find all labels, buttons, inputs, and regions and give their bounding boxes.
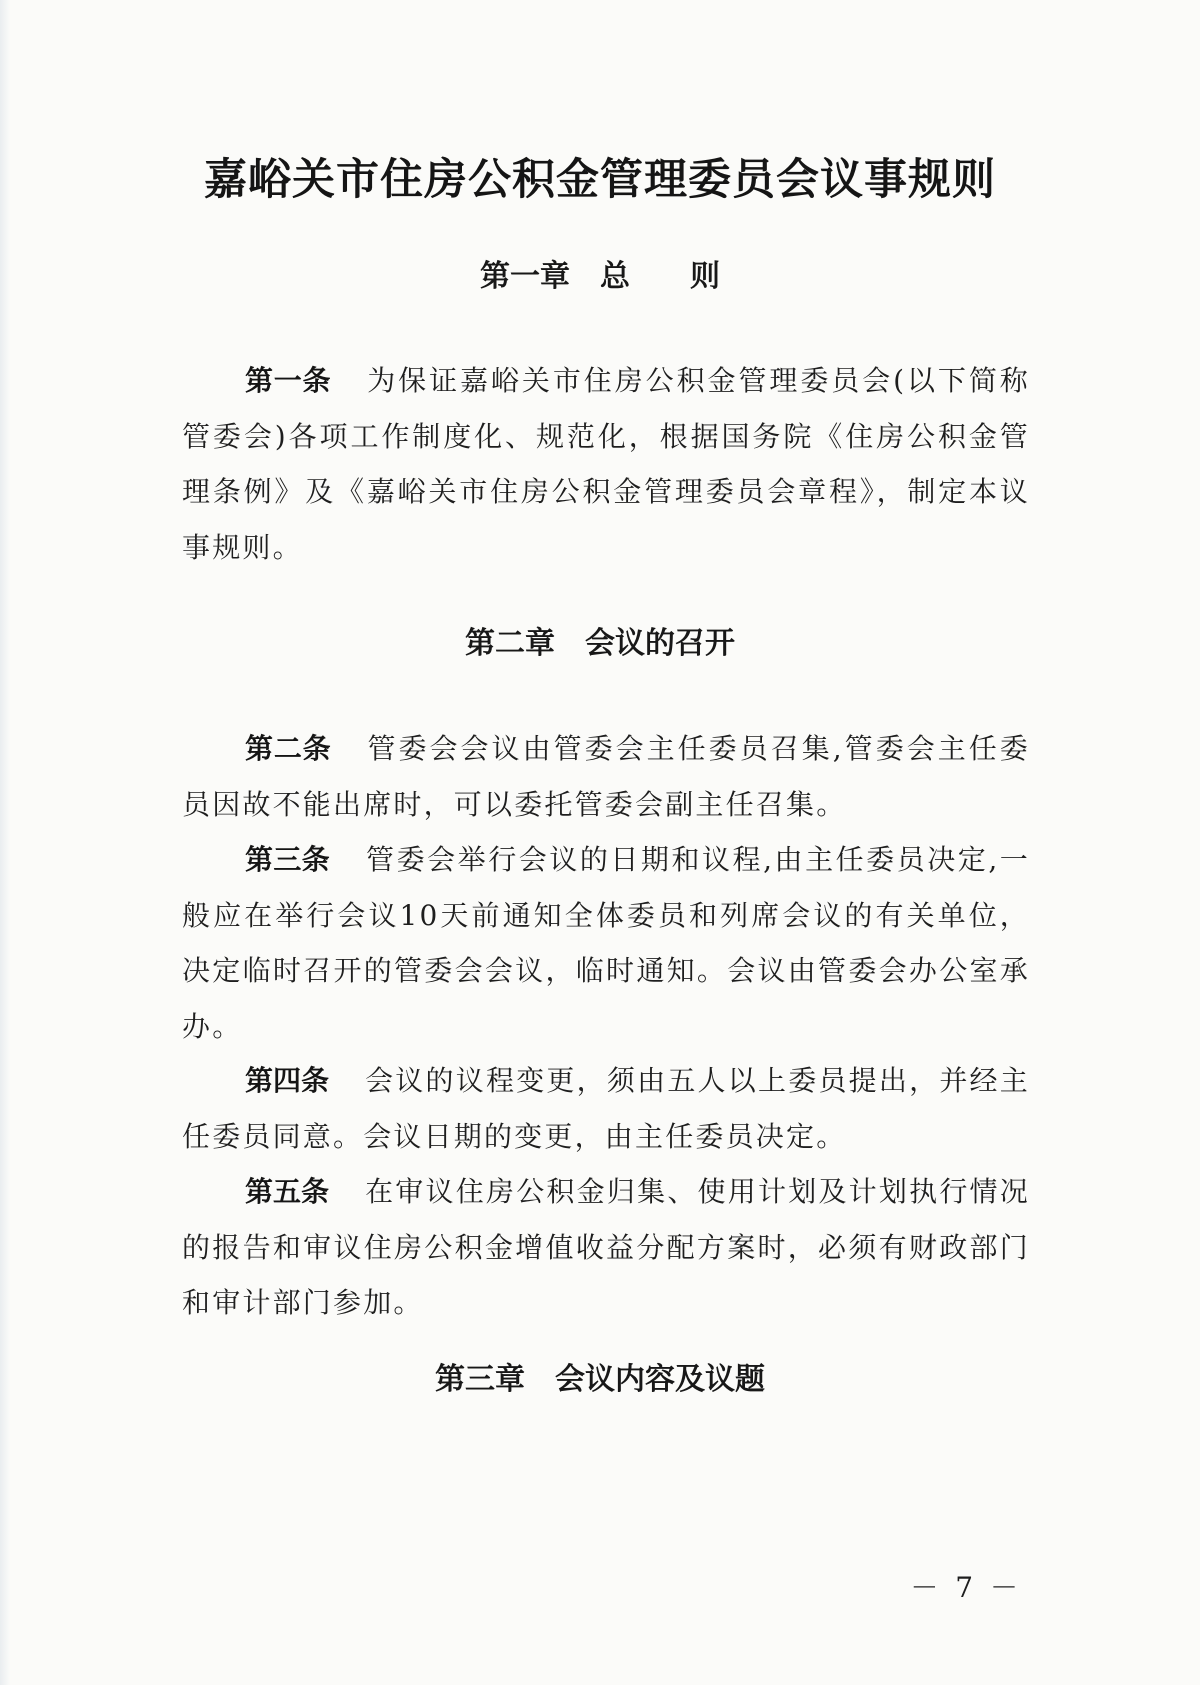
scan-edge (0, 0, 10, 1685)
article-label: 第五条 (245, 1175, 330, 1208)
article-text: 管委会会议由管委会主任委员召集,管委会主任委员因故不能出席时，可以委托管委会副主任召集。 (182, 732, 1030, 821)
article-2 (182, 721, 1030, 832)
article-text: 会议的议程变更，须由五人以上委员提出，并经主任委员同意。会议日期的变更，由主任委员决定。 (182, 1064, 1030, 1153)
page-number: － 7 － (910, 1571, 1022, 1604)
article-text: 管委会举行会议的日期和议程,由主任委员决定,一般应在举行会议10天前通知全体委员和列席会议的有关单位，决定临时召开的管委会会议，临时通知。会议由管委会办公室承办。 (182, 843, 1030, 1043)
article-text: 在审议住房公积金归集、使用计划及计划执行情况的报告和审议住房公积金增值收益分配方案时，必须有财政部门和审计部门参加。 (182, 1175, 1030, 1319)
article-label: 第三条 (245, 843, 331, 876)
document-title: 嘉峪关市住房公积金管理委员会议事规则 (204, 155, 996, 205)
article-1 (182, 353, 1030, 575)
chapter-heading-3: 第三章 会议内容及议题 (435, 1362, 765, 1397)
article-4 (182, 1053, 1030, 1164)
article-label: 第二条 (245, 732, 332, 765)
article-3 (182, 832, 1030, 1054)
article-5 (182, 1164, 1030, 1331)
chapter-heading-2: 第二章 会议的召开 (465, 626, 735, 661)
chapter-heading-1: 第一章 总 则 (480, 259, 720, 294)
article-label: 第四条 (245, 1064, 330, 1097)
article-text: 为保证嘉峪关市住房公积金管理委员会(以下简称管委会)各项工作制度化、规范化，根据国务院《住房公积金管理条例》及《嘉峪关市住房公积金管理委员会章程》，制定本议事规则。 (182, 364, 1030, 564)
article-label: 第一条 (245, 364, 332, 397)
